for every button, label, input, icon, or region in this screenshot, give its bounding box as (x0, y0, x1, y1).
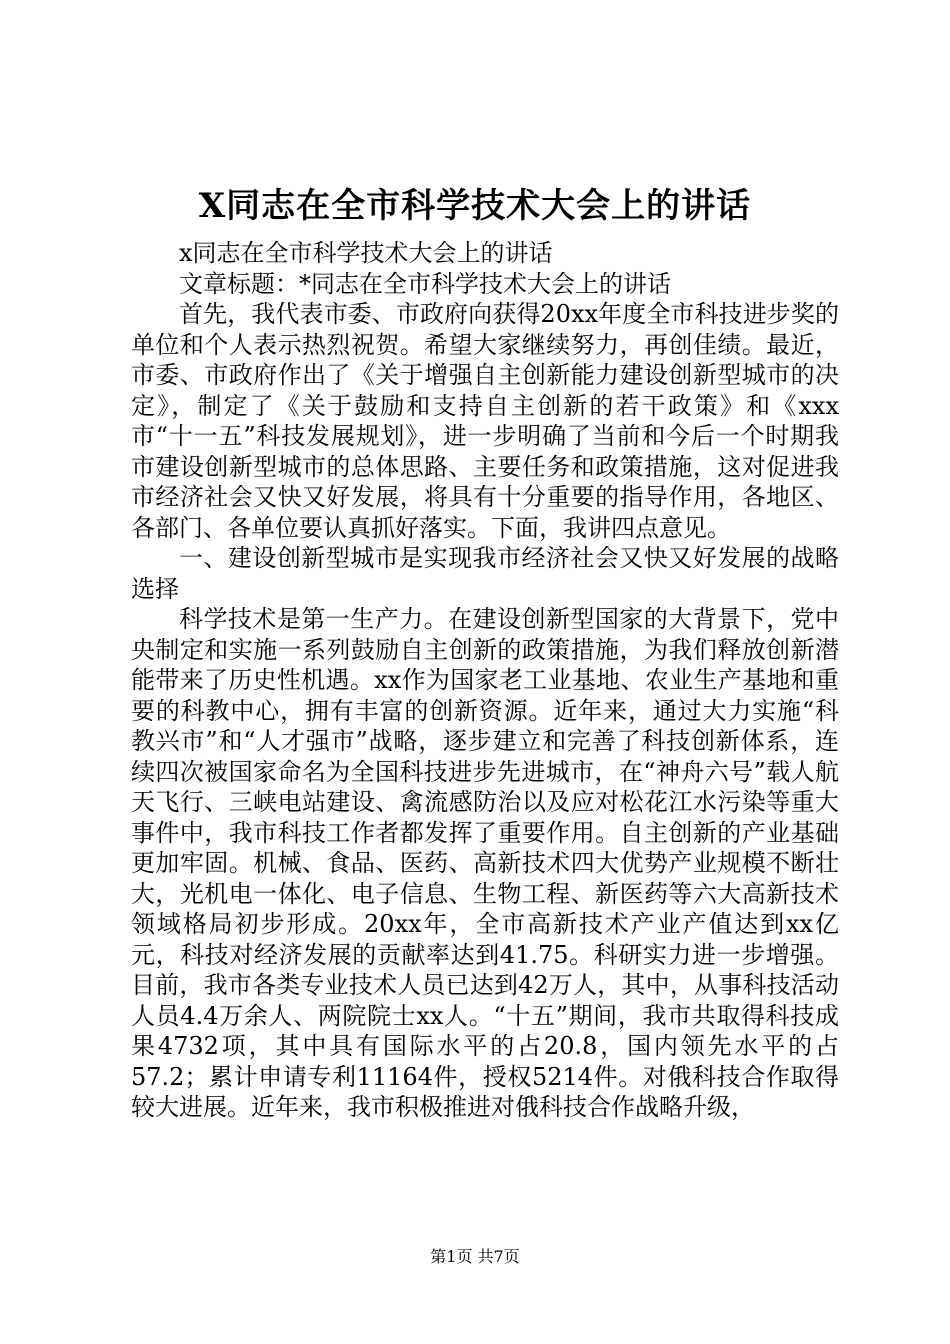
section-heading: 一、建设创新型城市是实现我市经济社会又快又好发展的战略选择 (131, 544, 839, 603)
page-footer: 第1页 共7页 (430, 1247, 520, 1266)
article-title-paragraph: 文章标题：*同志在全市科学技术大会上的讲话 (179, 269, 671, 298)
body-paragraph: 首先，我代表市委、市政府向获得20xx年度全市科技进步奖的单位和个人表示热烈祝贺。希望大家继续努力，再创佳绩。最近，市委、市政府作出了《关于增强自主创新能力建设创新型城市的决定》，制定了《关于鼓励和支持自主创新的若干政策》和《xxx市“十一五”科技发展规划》，进一步明确了当前和今后一个时期我市建设创新型城市的总体思路、主要任务和政策措施，这对促进我市经济社会又快又好发展，将具有十分重要的指导作用，各地区、各部门、各单位要认真抓好落实。下面，我讲四点意见。 (131, 300, 839, 542)
document-title: X同志在全市科学技术大会上的讲话 (198, 186, 752, 226)
subtitle-paragraph: x同志在全市科学技术大会上的讲话 (179, 239, 553, 267)
document-body (131, 238, 839, 1123)
body-paragraph: 科学技术是第一生产力。在建设创新型国家的大背景下，党中央制定和实施一系列鼓励自主创新的政策措施，为我们释放创新潜能带来了历史性机遇。xx作为国家老工业基地、农业生产基地和重要的科教中心，拥有丰富的创新资源。近年来，通过大力实施“科教兴市”和“人才强市”战略，逐步建立和完善了科技创新体系，连续四次被国家命名为全国科技进步先进城市，在“神舟六号”载人航天飞行、三峡电站建设、禽流感防治以及应对松花江水污染等重大事件中，我市科技工作者都发挥了重要作用。自主创新的产业基础更加牢固。机械、食品、医药、高新技术四大优势产业规模不断壮大，光机电一体化、电子信息、生物工程、新医药等六大高新技术领域格局初步形成。20xx年，全市高新技术产业产值达到xx亿元，科技对经济发展的贡献率达到41.75。科研实力进一步增强。目前，我市各类专业技术人员已达到42万人，其中，从事科技活动人员4.4万余人、两院院士xx人。“十五”期间，我市共取得科技成果4732项，其中具有国际水平的占20.8，国内领先水平的占57.2；累计申请专利11164件，授权5214件。对俄科技合作取得较大进展。近年来，我市积极推进对俄科技合作战略升级， (131, 605, 839, 1121)
